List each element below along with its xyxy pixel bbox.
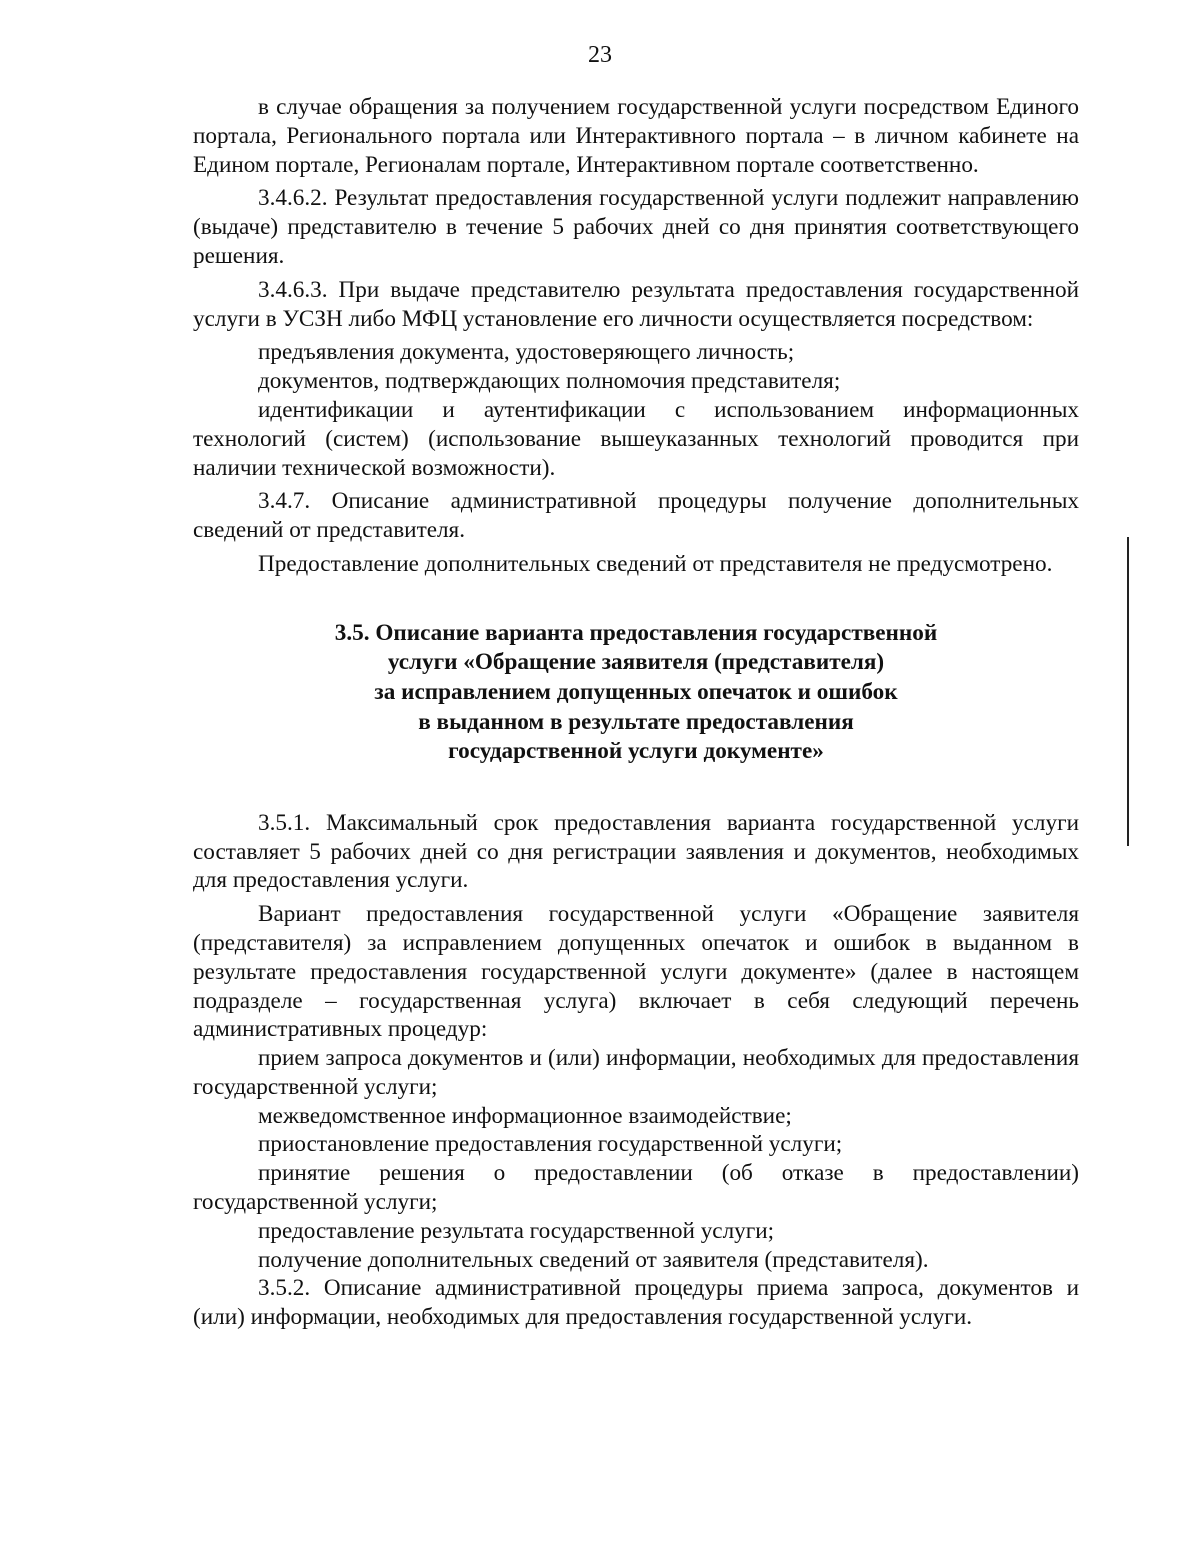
list-item: документов, подтверждающих полномочия представителя; <box>258 368 841 395</box>
list-item: предъявления документа, удостоверяющего личность; <box>258 339 795 366</box>
list-item: предоставление результата государственной услуги; <box>258 1217 775 1244</box>
heading-line: за исправлением допущенных опечаток и ошибок <box>374 678 898 705</box>
heading-line: 3.5. Описание варианта предоставления государственной <box>334 619 938 646</box>
section-heading <box>193 619 1079 767</box>
paragraph: Вариант предоставления государственной услуги «Обращение заявителя (представителя) за исправлением допущенных опечаток и ошибок в выданном в результате предоставления государственной услуги документе» (далее в настоящем подразделе – государственная услуга) включает в себя следующий перечень административных процедур: <box>193 901 1079 1043</box>
heading-line: в выданном в результате предоставления <box>418 708 854 735</box>
list-item: идентификации и аутентификации с использованием информационных технологий (систем) (использование вышеуказанных технологий проводится при наличии технической возможности). <box>193 396 1079 481</box>
list-item: приостановление предоставления государственной услуги; <box>258 1131 843 1158</box>
page-number: 23 <box>588 42 612 68</box>
paragraph: 3.4.6.3. При выдаче представителю результата предоставления государственной услуги в УСЗН либо МФЦ установление его личности осуществляется посредством: <box>193 276 1079 332</box>
list-item: межведомственное информационное взаимодействие; <box>258 1102 792 1129</box>
paragraph: 3.5.1. Максимальный срок предоставления варианта государственной услуги составляет 5 рабочих дней со дня регистрации заявления и документов, необходимых для предоставления услуги. <box>193 809 1079 894</box>
margin-change-bar <box>1127 537 1129 846</box>
paragraph: 3.4.6.2. Результат предоставления государственной услуги подлежит направлению (выдаче) представителю в течение 5 рабочих дней со дня принятия соответствующего решения. <box>193 185 1079 269</box>
heading-line: услуги «Обращение заявителя (представителя) <box>387 649 885 676</box>
list-item: получение дополнительных сведений от заявителя (представителя). <box>258 1246 929 1273</box>
heading-line: государственной услуги документе» <box>448 738 824 765</box>
paragraph: Предоставление дополнительных сведений от представителя не предусмотрено. <box>258 550 1053 577</box>
paragraph: 3.5.2. Описание административной процедуры приема запроса, документов и (или) информации, необходимых для предоставления государственной услуги. <box>193 1275 1079 1331</box>
paragraph: 3.4.7. Описание административной процедуры получение дополнительных сведений от представителя. <box>193 488 1079 544</box>
document-body <box>193 93 1079 1332</box>
list-item: прием запроса документов и (или) информации, необходимых для предоставления государственной услуги; <box>193 1045 1079 1100</box>
paragraph: в случае обращения за получением государственной услуги посредством Единого портала, Регионального портала или Интерактивного портала – в личном кабинете на Едином портале, Регионалам портале, Интерактивном портале соответственно. <box>193 94 1079 178</box>
list-item: принятие решения о предоставлении (об отказе в предоставлении) государственной услуги; <box>193 1160 1079 1216</box>
